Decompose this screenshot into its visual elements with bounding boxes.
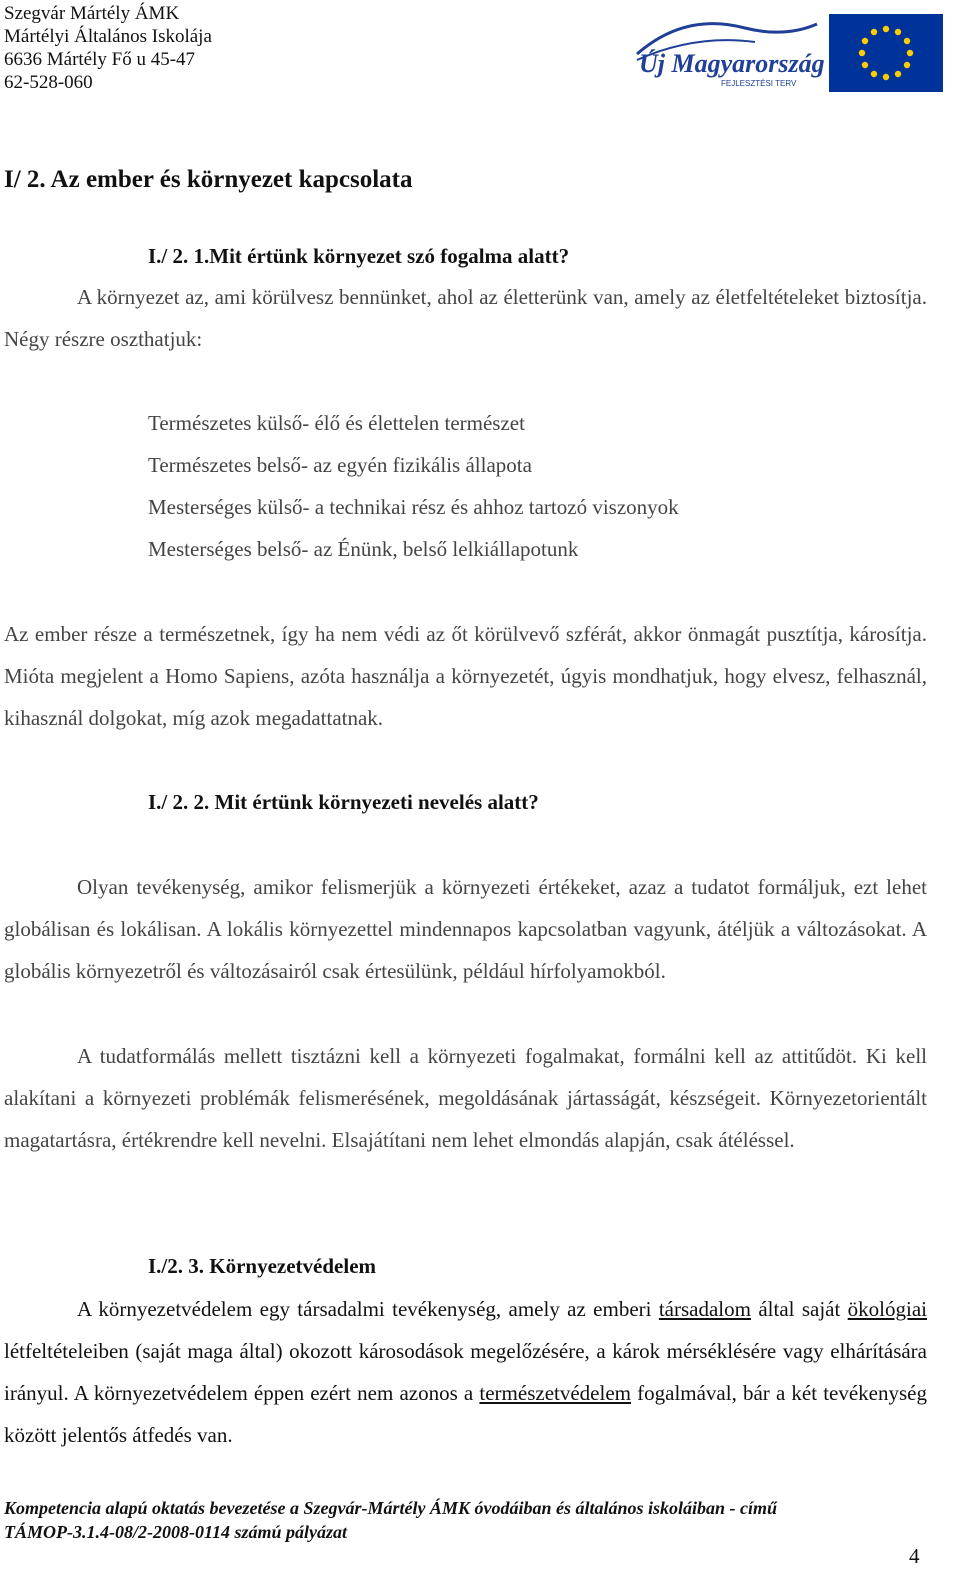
env-education-paragraph-2 [4,1035,927,1161]
logo-subtext: FEJLESZTÉSI TERV [721,79,797,88]
human-nature-paragraph: Az ember része a természetnek, így ha nem védi az őt körülvevő szférát, akkor önmagát pusztítja, károsítja. Mióta megjelent a Homo Sapiens, azóta használja a környezetét, úgyis mondhatjuk, hogy elvesz, felhasznál, kihasznál dolgokat, míg azok megadattatnak. [4,622,927,730]
text-segment: által saját [750,1297,848,1321]
subsection-heading-3: I./2. 3. Környezetvédelem [148,1254,377,1278]
env-education-text-1: Olyan tevékenység, amikor felismerjük a környezeti értékeket, azaz a tudatot formáljuk, ezt lehet globálisan és lokálisan. A lokális környezettel mindennapos kapcsolatban vagyunk, átéljük a változásokat. A globális környezetről és változásairól csak értesülünk, például hírfolyamokból. [4,875,927,983]
school-phone: 62-528-060 [4,72,93,93]
section-title: I/ 2. Az ember és környezet kapcsolata [4,166,413,193]
footer-tender-line: TÁMOP-3.1.4-08/2-2008-0114 számú pályázat [4,1522,348,1542]
intro-text: A környezet az, ami körülvesz bennünket, ahol az életterünk van, amely az életfeltételeket biztosítja. Négy részre oszthatjuk: [4,285,927,351]
link-okologiai[interactable]: ökológiai [847,1297,927,1321]
text-segment: A környezetvédelem egy társadalmi tevékenység, amely az emberi [77,1297,659,1321]
link-termeszetvedelem[interactable]: természetvédelem [479,1381,631,1405]
school-name: Szegvár Mártély ÁMK [4,3,180,24]
school-address: 6636 Mártély Fő u 45-47 [4,49,196,70]
environment-types-list [148,402,679,570]
link-tarsadalom[interactable]: társadalom [658,1297,751,1321]
subsection-heading-1: I./ 2. 1.Mit értünk környezet szó fogalma alatt? [148,244,570,268]
footer-project-line: Kompetencia alapú oktatás bevezetése a Szegvár-Mártély ÁMK óvodáiban és általános iskoláiban - című [4,1498,777,1518]
uj-magyarorszag-eu-logo [625,14,943,92]
list-item: Természetes külső- élő és élettelen természet [148,411,525,435]
intro-paragraph [4,276,927,360]
school-subname: Mártélyi Általános Iskolája [4,26,212,47]
list-item: Mesterséges külső- a technikai rész és ahhoz tartozó viszonyok [148,495,679,519]
env-protection-paragraph [4,1288,927,1456]
logo-text: Új Magyarország [639,49,825,78]
env-education-text-2: A tudatformálás mellett tisztázni kell a környezeti fogalmakat, formálni kell az attitűdöt. Ki kell alakítani a környezeti problémák felismerésének, megoldásának jártasságát, készségeit. Környezetorientált magatartásra, értékrendre kell nevelni. Elsajátítani nem lehet elmondás alapján, csak átéléssel. [4,1044,927,1152]
list-item: Mesterséges belső- az Énünk, belső lelkiállapotunk [148,537,579,561]
subsection-heading-2: I./ 2. 2. Mit értünk környezeti nevelés alatt? [148,790,539,814]
text-segment: fogalmával, bár a két tevékenység között jelentős átfedés van. [4,1381,927,1447]
list-item: Természetes belső- az egyén fizikális állapota [148,453,532,477]
text-segment: létfeltételeiben (saját maga által) okozott károsodások megelőzésére, a károk mérséklésére vagy elhárítására irányul. A környezetvédelem éppen ezért nem azonos a [4,1339,927,1405]
eu-flag [829,14,943,92]
env-education-paragraph-1 [4,866,927,992]
page-number: 4 [909,1544,920,1568]
